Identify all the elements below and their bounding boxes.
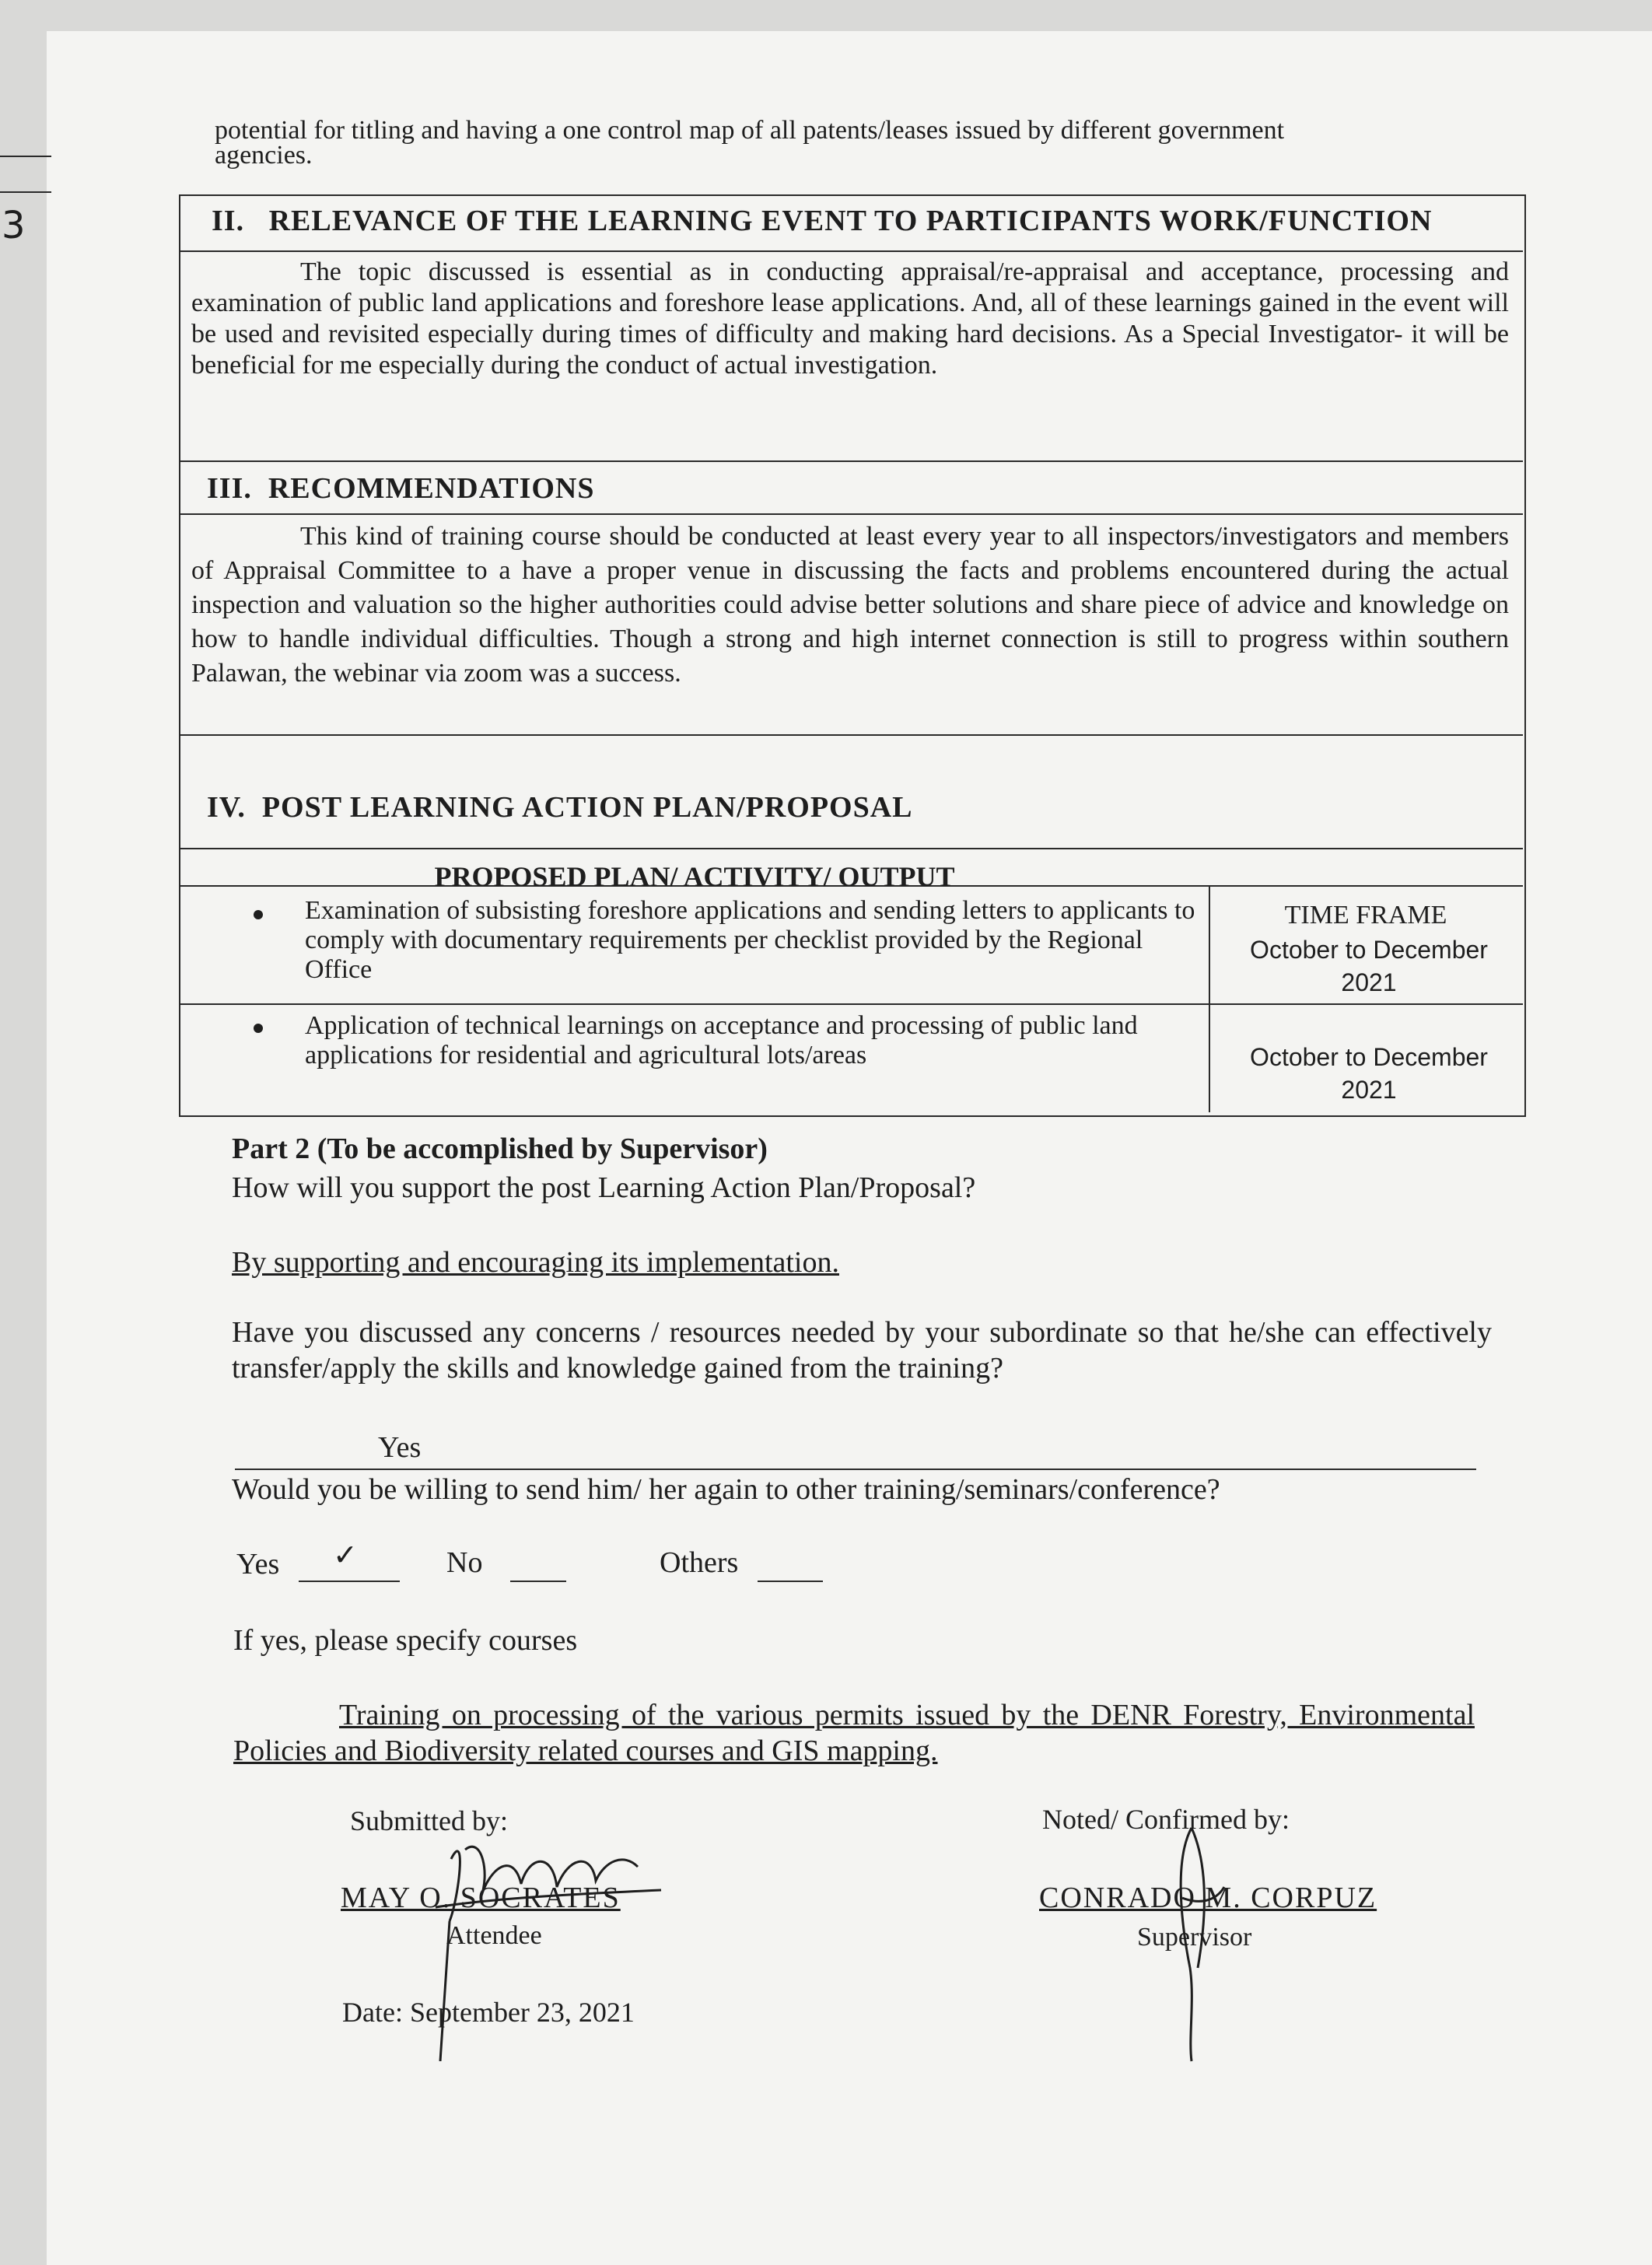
part2-answer: Yes: [378, 1431, 422, 1464]
signature-icon: [1143, 1812, 1252, 2069]
margin-rule: [0, 191, 51, 193]
part2-title: Part 2 (To be accomplished by Supervisor): [232, 1132, 768, 1165]
bullet-icon: [254, 1024, 263, 1033]
part2-answer: Training on processing of the various permits issued by the DENR Forestry, Environmental Policies and Biodiversity related courses and GIS mapping.: [233, 1699, 1475, 1767]
option-others-line: [758, 1581, 823, 1582]
part2-question: How will you support the post Learning Action Plan/Proposal?: [232, 1171, 976, 1204]
table-row-timeframe: October to December 2021: [1250, 1043, 1488, 1104]
option-no-label: No: [446, 1546, 483, 1579]
section-divider: [180, 460, 1523, 462]
section-divider: [180, 848, 1523, 849]
part2-question: Have you discussed any concerns / resources needed by your subordinate so that he/she can effectively transfer/apply the skills and knowledge gained from the training?: [232, 1316, 1492, 1385]
section-divider: [180, 513, 1523, 515]
answer-line: [235, 1469, 1476, 1470]
submitted-name: MAY O. SOCRATES: [341, 1882, 621, 1914]
table-row-plan: Application of technical learnings on acceptance and processing of public land applications for residential and agricultural lots/areas: [305, 1011, 1138, 1069]
submitted-role: Attendee: [446, 1921, 542, 1950]
noted-name: CONRADO M. CORPUZ: [1039, 1882, 1377, 1914]
bullet-icon: [254, 910, 263, 919]
section-heading: II. RELEVANCE OF THE LEARNING EVENT TO PARTICIPANTS WORK/FUNCTION: [212, 205, 1433, 237]
section-heading: IV. POST LEARNING ACTION PLAN/PROPOSAL: [207, 791, 913, 824]
table-row-timeframe: October to December 2021: [1250, 936, 1488, 996]
margin-mark: 3: [2, 204, 26, 247]
section-body: The topic discussed is essential as in conducting appraisal/re-appraisal and acceptance, processing and examination of public land applications and foreshore lease applications. And, all of these learnings gained in the event will be used and revisited especially during times of difficulty and making hard decisions. As a Special Investigator- it will be beneficial for me especially during the conduct of actual investigation.: [191, 257, 1509, 380]
option-others-label: Others: [660, 1546, 739, 1579]
submission-date: Date: September 23, 2021: [342, 1997, 635, 2028]
section-heading: III. RECOMMENDATIONS: [207, 472, 595, 505]
submitted-label: Submitted by:: [350, 1805, 509, 1836]
option-yes-label: Yes: [236, 1548, 280, 1581]
table-header-timeframe: TIME FRAME: [1284, 901, 1447, 929]
part2-answer: By supporting and encouraging its implementation.: [232, 1246, 839, 1279]
noted-label: Noted/ Confirmed by:: [1042, 1804, 1290, 1835]
table-row-rule: [180, 1003, 1523, 1005]
part2-question: If yes, please specify courses: [233, 1624, 578, 1657]
intro-line: agencies.: [215, 141, 313, 170]
noted-role: Supervisor: [1137, 1923, 1252, 1952]
option-no-line: [510, 1581, 566, 1582]
option-yes-line: [299, 1581, 400, 1582]
margin-rule: [0, 156, 51, 157]
section-body: This kind of training course should be conducted at least every year to all inspectors/investigators and members of Appraisal Committee to a have a proper venue in discussing the facts and problems encountered during the actual inspection and valuation so the higher authorities could advise better solutions and share piece of advice and knowledge on how to handle individual difficulties. Though a strong and high internet connection is still to progress within southern Palawan, the webinar via zoom was a success.: [191, 522, 1509, 688]
table-row-plan: Examination of subsisting foreshore applications and sending letters to applicants to comply with documentary requirements per checklist provided by the Regional Office: [305, 896, 1195, 984]
section-divider: [180, 250, 1523, 252]
intro-line: potential for titling and having a one control map of all patents/leases issued by different government: [215, 116, 1285, 145]
signature-icon: [404, 1812, 669, 2061]
section-divider: [180, 734, 1523, 736]
part2-question: Would you be willing to send him/ her again to other training/seminars/conference?: [232, 1473, 1220, 1506]
table-header-plan: PROPOSED PLAN/ ACTIVITY/ OUTPUT: [434, 861, 955, 892]
check-mark-icon: ✓: [333, 1538, 358, 1572]
